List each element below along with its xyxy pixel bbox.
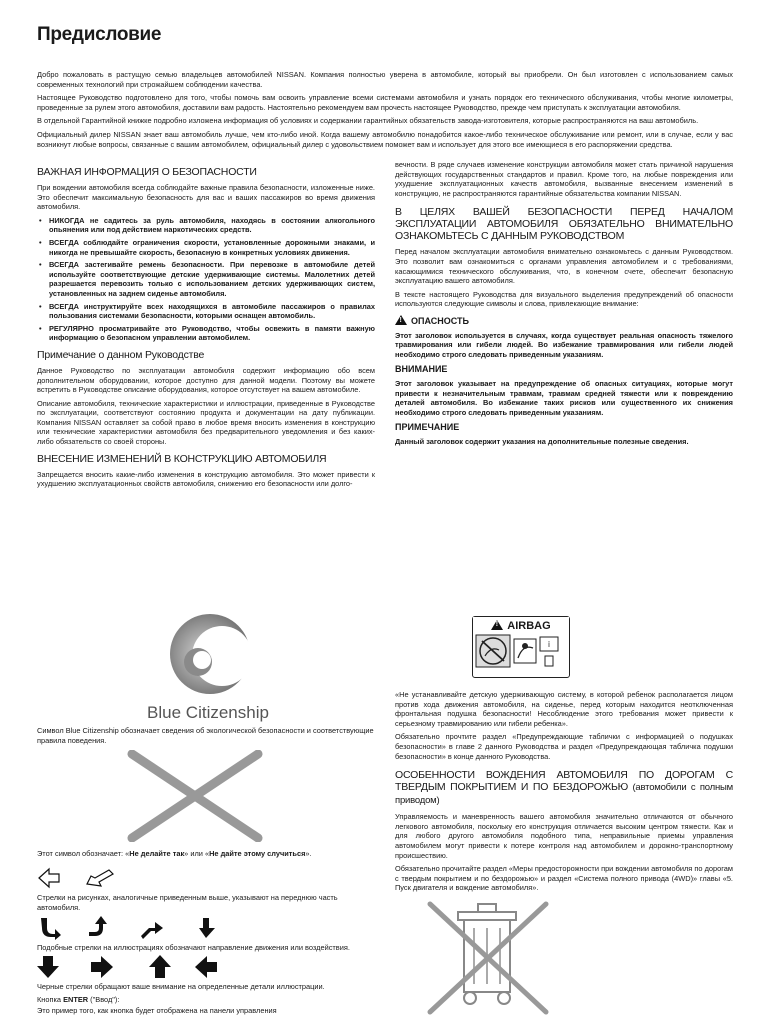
arrows-black-caption: Черные стрелки обращают ваше внимание на определенные детали иллюстрации. bbox=[37, 982, 325, 991]
enter-suffix: ("Ввод"): bbox=[88, 995, 120, 1004]
list-item: • ВСЕГДА застегивайте ремень безопасности. При перевозке в автомобиле детей используйте соответствующие детские удерживающие системы. Малолетних детей разрешается перевозить только с использованием детских удерживающих систем, установленных на заднем сиденье автомобиля. bbox=[37, 260, 375, 298]
offroad-heading-qualifier: (автомобили с полным приводом) bbox=[395, 782, 733, 807]
cross-caption-suffix: ». bbox=[305, 849, 312, 858]
black-arrow-left-icon bbox=[195, 956, 217, 978]
intro-paragraph: В отдельной Гарантийной книжке подробно изложена информация об условиях и содержании гарантийных обязательств завода-изготовителя, которые распространяются на ваш автомобиль. bbox=[37, 116, 699, 126]
danger-label: ОПАСНОСТЬ bbox=[411, 315, 469, 326]
airbag-label: AIRBAG bbox=[507, 620, 551, 632]
note-paragraph: Данное Руководство по эксплуатации автомобиля содержит информацию обо всем дополнительном оборудовании, которое доступно для данной модели. Поэтому вы можете встретить в Руководстве описание оборудования, которое отсутствует на вашем автомобиле. bbox=[37, 365, 375, 395]
cross-caption bbox=[37, 849, 377, 859]
arrows-movement-caption: Подобные стрелки на иллюстрациях обозначают направление движения или воздействия. bbox=[37, 943, 350, 952]
safety-rules-list bbox=[37, 216, 375, 343]
safety-heading: ВАЖНАЯ ИНФОРМАЦИЯ О БЕЗОПАСНОСТИ bbox=[37, 166, 257, 178]
airbag-quote: «Не устанавливайте детскую удерживающую систему, в которой ребенок располагается лицом против хода движения автомобиля, на сиденье, перед которым находится неотключенная фронтальная подушка безопасности! Несоблюдение этого требования может привести к серьезному травмированию или гибели ребенка». bbox=[395, 690, 733, 728]
bent-arrow-right-icon bbox=[141, 922, 163, 939]
cross-dont-let: Не дайте этому случиться bbox=[209, 849, 306, 858]
front-direction-arrows bbox=[37, 866, 127, 890]
svg-text:i: i bbox=[547, 640, 551, 649]
offroad-heading bbox=[395, 769, 733, 807]
note-label-heading: ПРИМЕЧАНИЕ bbox=[395, 422, 460, 433]
logo-caption: Символ Blue Citizenship обозначает сведения об экологической безопасности и соответствующие правила поведения. bbox=[37, 726, 374, 745]
airbag-header bbox=[473, 617, 569, 632]
note-heading: Примечание о данном Руководстве bbox=[37, 348, 205, 361]
offroad-heading-main: ОСОБЕННОСТИ ВОЖДЕНИЯ АВТОМОБИЛЯ ПО ДОРОГАМ С ТВЕРДЫМ ПОКРЫТИЕМ И ПО БЕЗДОРОЖЬЮ bbox=[395, 769, 733, 794]
danger-text: Этот заголовок используется в случаях, когда существует реальная опасность тяжелого травмирования или гибели людей. Во избежание травмирования или гибели людей необходимо строго следовать приведенным указаниям. bbox=[395, 330, 733, 359]
right-column bbox=[395, 160, 733, 450]
page-title: Предисловие bbox=[37, 24, 162, 45]
bottom-right-column bbox=[395, 690, 733, 897]
list-item: • ВСЕГДА инструктируйте всех находящихся в автомобиле пассажиров о правилах пользования системами безопасности, которыми оснащен автомобиль. bbox=[37, 302, 375, 321]
enter-button-label bbox=[37, 995, 377, 1005]
enter-example: Это пример того, как кнопка будет отображена на панели управления bbox=[37, 1006, 277, 1015]
outline-left-arrow-icon bbox=[39, 869, 59, 887]
read-manual-paragraph: Перед началом эксплуатации автомобиля внимательно ознакомьтесь с данным Руководством. Это позволит вам ознакомиться с органами управления автомобилем и с требованиями, касающимися технического обслуживания, что, в конечном счете, обеспечит безопасную эксплуатацию вашего автомобиля. bbox=[395, 247, 733, 286]
cross-caption-prefix: Этот символ обозначает: « bbox=[37, 849, 130, 858]
list-item: • НИКОГДА не садитесь за руль автомобиля, находясь в состоянии алкогольного опьянения или под действием наркотических средств. bbox=[37, 216, 375, 235]
caution-text: Этот заголовок указывает на предупреждение об опасных ситуациях, которые могут привести к незначительным травмам, травмам средней тяжести или к повреждению деталей автомобиля. Во избежание таких рисков или существенного их снижения необходимо строго следовать приведенным указаниям. bbox=[395, 378, 733, 417]
intro-section bbox=[37, 70, 733, 153]
caution-heading: ВНИМАНИЕ bbox=[395, 364, 448, 375]
black-arrow-up-icon bbox=[149, 955, 171, 978]
changes-text: Запрещается вносить какие-либо изменения в конструкцию автомобиля. Это может привести к ухудшению эксплуатационных свойств автомобиля, снижению его безопасности или долго- bbox=[37, 469, 375, 489]
enter-prefix: Кнопка bbox=[37, 995, 64, 1004]
airbag-reference: Обязательно прочтите раздел «Предупреждающие таблички с информацией о подушках безопасности» в главе 2 данного Руководства и раздел «Предупреждающая табличка подушки безопасности» в конце данного Руководства. bbox=[395, 732, 733, 761]
note-label-text: Данный заголовок содержит указания на дополнительные полезные сведения. bbox=[395, 436, 689, 446]
black-arrow-right-icon bbox=[91, 956, 113, 978]
read-manual-heading: В ЦЕЛЯХ ВАШЕЙ БЕЗОПАСНОСТИ ПЕРЕД НАЧАЛОМ ЭКСПЛУАТАЦИИ АВТОМОБИЛЯ ОБЯЗАТЕЛЬНО ВНИМАТЕЛЬНО ОЗНАКОМЬТЕСЬ С ДАННЫМ РУКОВОДСТВОМ bbox=[395, 206, 733, 243]
blue-citizenship-logo bbox=[118, 612, 298, 722]
airbag-warning-label bbox=[472, 616, 570, 678]
left-column bbox=[37, 160, 375, 493]
read-manual-paragraph: В тексте настоящего Руководства для визуального выделения предупреждений об опасности используются следующие символы и слова, привлекающие внимание: bbox=[395, 289, 733, 309]
cross-caption-mid: » или « bbox=[184, 849, 210, 858]
list-item: • ВСЕГДА соблюдайте ограничения скорости, установленные дорожными знаками, и никогда не превышайте скорость, безопасную в конкретных условиях движения. bbox=[37, 238, 375, 257]
airbag-warning-triangle-icon bbox=[491, 620, 503, 630]
cross-x-icon bbox=[120, 750, 270, 842]
bent-arrow-down-icon bbox=[199, 918, 215, 938]
offroad-paragraph: Обязательно прочитайте раздел «Меры предосторожности при вождении автомобиля по дорогам с твердым покрытием и по бездорожью» и раздел «Система полного привода (4WD)» главы «5. Пуск двигателя и вождение автомобиля». bbox=[395, 864, 733, 893]
warning-triangle-icon bbox=[395, 315, 407, 325]
changes-continued-text: вечности. В ряде случаев изменение конструкции автомобиля может стать причиной нарушения действующих государственных стандартов и правил. Кроме того, на любые повреждения или ухудшение эксплуатационных качеств автомобиля, вызванные внесением изменений в конструкцию, не распространяются гарантийные обязательства компании NISSAN. bbox=[395, 160, 733, 198]
outline-diagonal-arrow-icon bbox=[87, 870, 113, 886]
danger-heading bbox=[395, 315, 733, 327]
black-pointer-arrows bbox=[37, 954, 227, 980]
enter-key-name: ENTER bbox=[63, 995, 89, 1004]
list-item: • РЕГУЛЯРНО просматривайте это Руководство, чтобы освежить в памяти важную информацию о безопасном управлении автомобилем. bbox=[37, 324, 375, 343]
crossed-out-bin-icon bbox=[420, 896, 556, 1020]
offroad-paragraph: Управляемость и маневренность вашего автомобиля значительно отличаются от обычного легкового автомобиля, поскольку его конструкция отличается высоким центром тяжести. Как и для любого другого автомобиля подобного типа, неправильные приемы управления автомобилем могут привести к потере контроля над автомобилем и дорожно-транспортному происшествию. bbox=[395, 812, 733, 860]
cross-dont-do: Не делайте так bbox=[129, 849, 185, 858]
logo-text: Blue Citizenship bbox=[147, 703, 269, 722]
intro-paragraph: Настоящее Руководство подготовлено для того, чтобы помочь вам освоить управление всеми системами автомобиля и узнать порядок его технического обслуживания, чтобы многие километры, проведенные за рулем этого автомобиля, доставили вам радость. Настоятельно рекомендуем вам прочесть настоящее Руководство, прежде чем приступать к эксплуатации автомобиля. bbox=[37, 93, 733, 112]
black-arrow-down-icon bbox=[37, 956, 59, 978]
changes-heading: ВНЕСЕНИЕ ИЗМЕНЕНИЙ В КОНСТРУКЦИЮ АВТОМОБИЛЯ bbox=[37, 452, 327, 465]
note-paragraph: Описание автомобиля, технические характеристики и иллюстрации, приведенные в Руководстве по эксплуатации, соответствуют состоянию продукта и документации на дату публикации. Компания NISSAN оставляет за собой право в любое время вносить изменения в конструкцию или технические характеристики автомобиля без предварительного уведомления и без каких-либо обязательств со своей стороны. bbox=[37, 398, 375, 447]
movement-direction-arrows bbox=[37, 914, 227, 940]
intro-paragraph: Добро пожаловать в растущую семью владельцев автомобилей NISSAN. Компания полностью уверена в автомобиле, который вы приобрели. Он был изготовлен с использованием самых современных технологий при строжайшем соблюдении качества. bbox=[37, 70, 733, 89]
curved-arrow-up-icon bbox=[89, 916, 107, 936]
airbag-child-seat-pictogram-icon bbox=[473, 632, 565, 672]
arrows-front-caption: Стрелки на рисунках, аналогичные приведенным выше, указывают на переднюю часть автомобиля. bbox=[37, 893, 338, 912]
curved-arrow-left-icon bbox=[41, 918, 61, 940]
blue-citizenship-swirl-icon bbox=[118, 612, 298, 696]
safety-text: При вождении автомобиля всегда соблюдайте важные правила безопасности, изложенные ниже. Это обеспечит максимальную безопасность для вас и ваших пассажиров во время движения автомобиля. bbox=[37, 183, 375, 212]
intro-paragraph: Официальный дилер NISSAN знает ваш автомобиль лучше, чем кто-либо иной. Когда вашему автомобилю понадобится какое-либо техническое обслуживание или ремонт, или в случае, если у вас возникнут любые вопросы, связанные с вашим автомобилем, официальный дилер с удовольствием поможет вам и использует для этого все имеющиеся в его распоряжении средства. bbox=[37, 129, 733, 149]
